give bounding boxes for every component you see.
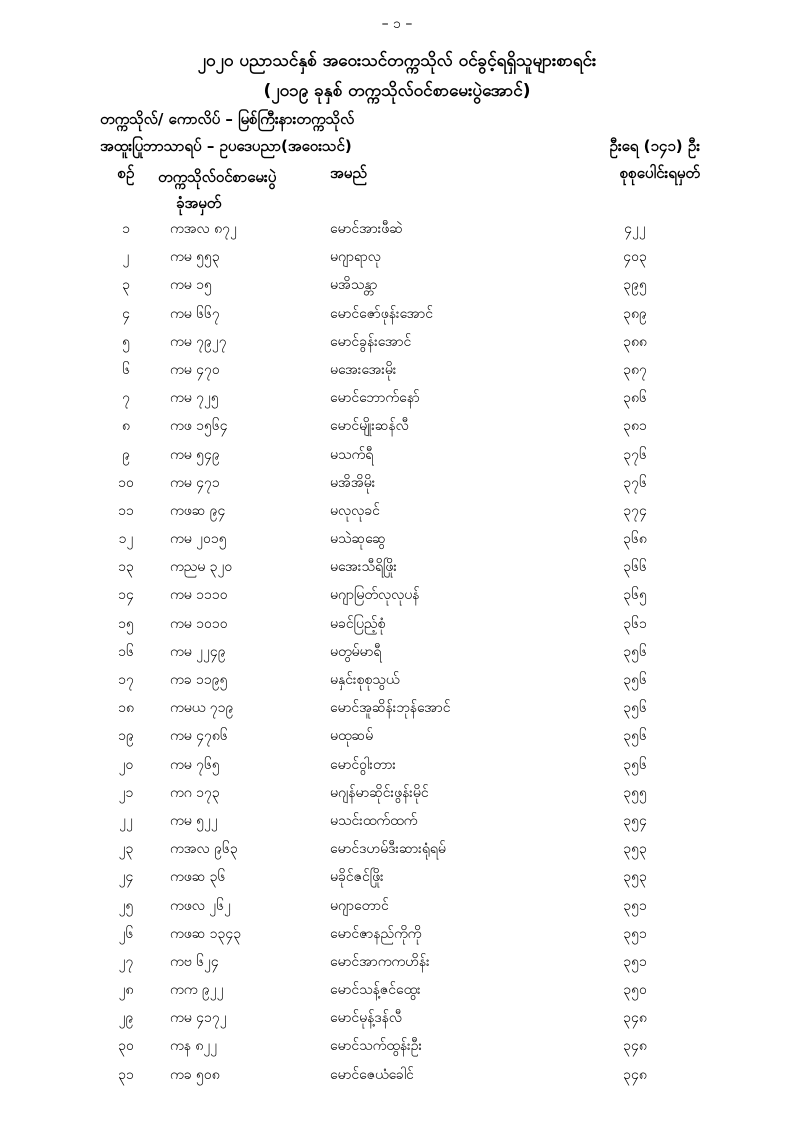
student-name: မလုလုခင် (330, 502, 380, 519)
student-name: မအိအိမိုး (330, 474, 376, 491)
row-number: ၂၀ (118, 756, 134, 773)
table-row (0, 384, 794, 412)
table-row (0, 1032, 794, 1060)
row-number: ၄ (122, 305, 130, 322)
student-name: မောင်မျိုးဆန်လီ (330, 418, 409, 435)
student-name: မောင်သန့်ဇင်ထွေး (330, 982, 421, 999)
total-marks: ၃၈၁ (623, 418, 647, 435)
total-marks: ၃၄၈ (623, 1066, 647, 1083)
row-number: ၂၂ (119, 812, 133, 829)
table-row (0, 751, 794, 779)
total-marks: ၃၅၃ (623, 841, 647, 858)
table-row (0, 553, 794, 581)
total-marks: ၃၅၆ (623, 643, 647, 660)
total-marks: ၃၅၁ (623, 897, 647, 914)
student-name: မခင်ပြည့်စုံ (330, 615, 386, 632)
table-row (0, 525, 794, 553)
total-marks: ၃၅၄ (623, 812, 647, 829)
roll-number: ကက ၉၂၂ (170, 982, 224, 999)
student-name: မသင်းထက်ထက် (330, 812, 418, 829)
roll-number: ကဖ ၁၅၆၄ (170, 418, 228, 435)
row-number: ၂၆ (118, 925, 134, 942)
roll-number: ကမ ၄၇၀ (170, 361, 220, 378)
table-row (0, 835, 794, 863)
row-number: ၁၀ (118, 474, 134, 491)
table-row (0, 469, 794, 497)
roll-number: ကမ ၄၇၁ (170, 474, 220, 491)
table-row (0, 271, 794, 299)
roll-number: ကမ ၅၅၃ (170, 249, 220, 266)
row-number: ၁၄ (118, 587, 134, 604)
roll-number: ကမ ၇၉၂၇ (170, 333, 227, 350)
row-number: ၁၁ (118, 502, 134, 519)
roll-number: ကဗ ၆၂၄ (170, 953, 219, 970)
column-header-name: အမည် (330, 164, 367, 182)
roll-number: ကမ ၅၄၉ (170, 446, 220, 463)
student-name: မအေးအေးမိုး (330, 361, 397, 378)
table-row (0, 610, 794, 638)
table-row (0, 807, 794, 835)
total-marks: ၃၄၈ (623, 1010, 647, 1027)
student-name: မောင်ဒဟမ်ဒီးဆားရုံရမ် (330, 841, 446, 858)
roll-number: ကအလ ၉၆၃ (170, 841, 238, 858)
row-number: ၁၂ (118, 531, 134, 548)
university-line: တက္ကသိုလ်/ ကောလိပ် – မြစ်ကြီးနားတက္ကသိုလ် (100, 110, 355, 128)
row-number: ၂ (122, 249, 130, 266)
row-number: ၂၇ (118, 953, 134, 970)
total-marks: ၃၅၆ (623, 700, 647, 717)
total-marks: ၃၅၅ (623, 784, 647, 801)
roll-number: ကဂ ၁၇၃ (170, 784, 220, 801)
roll-number: ကဖဆ ၁၃၄၃ (170, 925, 242, 942)
table-row (0, 412, 794, 440)
roll-number: ကန ၈၂၂ (170, 1038, 218, 1055)
seat-count: ဦးရေ (၁၄၁) ဦး (609, 137, 700, 155)
table-row (0, 892, 794, 920)
row-number: ၃၁ (118, 1066, 134, 1083)
total-marks: ၃၄၈ (623, 1038, 647, 1055)
roll-number: ကမ ၅၂၂ (170, 812, 218, 829)
table-row (0, 1061, 794, 1089)
total-marks: ၃၅၁ (623, 953, 647, 970)
roll-number: ကမ ၆၆၇ (170, 305, 220, 322)
student-name: မဂျာမြတ်လုလုပန် (330, 587, 420, 604)
student-name: မောင်အူဆိန်းဘုန်အောင် (330, 700, 451, 717)
student-name: မောင်သက်ထွန်းဦး (330, 1038, 423, 1055)
student-name: မအေးသီရိဖြိုး (330, 559, 397, 576)
roll-number: ကမ ၄၇၈၆ (170, 728, 228, 745)
student-name: မောင်မုန့်ဒန်လီ (330, 1010, 403, 1027)
row-number: ၁၇ (118, 672, 134, 688)
student-name: မောင်ဇာနည်ကိုကို (330, 925, 422, 942)
row-number: ၁၆ (118, 643, 134, 660)
row-number: ၂၉ (118, 1010, 134, 1027)
row-number: ၁၉ (118, 728, 134, 745)
student-name: မတွမ်မာရီ (330, 643, 382, 660)
row-number: ၆ (122, 361, 130, 378)
table-row (0, 243, 794, 271)
row-number: ၂၃ (118, 841, 134, 858)
total-marks: ၄၂၂ (624, 221, 646, 237)
total-marks: ၃၅၀ (623, 982, 647, 999)
roll-number: ကမ ၁၅ (170, 277, 212, 294)
table-row (0, 976, 794, 1004)
table-row (0, 920, 794, 948)
document-title: ၂၀၂၀ ပညာသင်နှစ် အဝေးသင်တက္ကသိုလ် ဝင်ခွင့်ရရှိသူများစာရင်း (197, 51, 597, 71)
row-number: ၁ (122, 221, 130, 237)
student-name: မခိုင်ဇင်ဖြိုး (330, 869, 384, 886)
student-name: မောင်ခွန်းအောင် (330, 333, 412, 350)
row-number: ၉ (122, 446, 130, 463)
table-row (0, 948, 794, 976)
total-marks: ၃၈၆ (623, 390, 647, 407)
roll-number: ကညမ ၃၂၀ (170, 559, 233, 576)
roll-number: ကမ ၂၀၁၅ (170, 531, 227, 548)
student-name: မဂျန်မာဆိုင်းဖွန်းမိုင် (330, 784, 429, 801)
document-subtitle: (၂၀၁၉ ခုနှစ် တက္ကသိုလ်ဝင်စာမေးပွဲအောင်) (263, 81, 531, 101)
total-marks: ၃၆၁ (623, 615, 647, 632)
total-marks: ၃၉၅ (623, 277, 647, 294)
table-row (0, 722, 794, 750)
student-name: မောင်ဇော်ဖုန်းအောင် (330, 305, 434, 322)
column-header-no: စဉ် (117, 164, 135, 182)
row-number: ၃ (122, 277, 130, 294)
roll-number: ကမ ၁၀၁၀ (170, 615, 228, 632)
total-marks: ၃၅၆ (623, 728, 647, 745)
roll-number: ကမ ၄၁၇၂ (170, 1010, 227, 1027)
total-marks: ၃၇၄ (623, 502, 647, 519)
table-row (0, 215, 794, 243)
table-row (0, 441, 794, 469)
row-number: ၁၅ (118, 615, 134, 632)
roll-number: ကခ ၅၀၈ (170, 1066, 220, 1083)
results-table (0, 215, 794, 1089)
major-line: အထူးပြုဘာသာရပ် – ဥပဒေပညာ(အဝေးသင်) (100, 137, 352, 155)
column-header-marks: စုစုပေါင်းရမှတ် (619, 164, 700, 182)
row-number: ၂၄ (118, 869, 134, 886)
roll-number: ကမယ ၇၁၉ (170, 700, 234, 717)
student-name: မောင်အာကကဟိန်း (330, 953, 430, 970)
total-marks: ၃၅၆ (623, 672, 647, 688)
table-row (0, 300, 794, 328)
total-marks: ၃၆၆ (623, 559, 647, 576)
total-marks: ၃၈၉ (623, 305, 647, 322)
total-marks: ၄၀၃ (623, 249, 647, 266)
column-header-roll-line2: ခုံအမှတ် (176, 194, 222, 212)
roll-number: ကခ ၁၁၉၅ (170, 672, 228, 688)
total-marks: ၃၆၈ (623, 531, 647, 548)
row-number: ၂၁ (118, 784, 134, 801)
row-number: ၃၀ (118, 1038, 134, 1055)
table-row (0, 638, 794, 666)
table-row (0, 328, 794, 356)
total-marks: ၃၇၆ (623, 446, 647, 463)
total-marks: ၃၅၁ (623, 925, 647, 942)
table-row (0, 581, 794, 609)
total-marks: ၃၈၇ (623, 361, 647, 378)
page-number: – ၁ – (381, 16, 413, 32)
roll-number: ကမ ၂၂၄၉ (170, 643, 226, 660)
table-row (0, 779, 794, 807)
student-name: မသက်ရီ (330, 446, 374, 463)
row-number: ၁၃ (118, 559, 134, 576)
table-row (0, 356, 794, 384)
total-marks: ၃၅၆ (623, 756, 647, 773)
row-number: ၇ (122, 390, 130, 407)
roll-number: ကမ ၇၂၅ (170, 390, 219, 407)
roll-number: ကမ ၇၆၅ (170, 756, 220, 773)
roll-number: ကအလ ၈၇၂ (170, 221, 237, 237)
student-name: မောင်ဘောက်နော် (330, 390, 420, 407)
row-number: ၂၈ (118, 982, 134, 999)
roll-number: ကဖဆ ၃၆ (170, 869, 226, 886)
column-header-roll (158, 164, 318, 216)
total-marks: ၃၅၃ (623, 869, 647, 886)
student-name: မောင်အားဖီဆဲ (330, 221, 403, 237)
student-name: မထုဆမ် (330, 728, 374, 745)
student-name: မောင်ဝွါးတား (330, 756, 396, 773)
student-name: မဂျာတောင် (330, 897, 389, 914)
table-row (0, 863, 794, 891)
student-name: မနှင်းစုစုသွယ် (330, 672, 400, 688)
table-row (0, 1004, 794, 1032)
total-marks: ၃၆၅ (623, 587, 647, 604)
student-name: မောင်ဇေယံခေါင် (330, 1066, 414, 1083)
student-name: မအိသန္တာ (330, 277, 378, 294)
row-number: ၈ (122, 418, 130, 435)
student-name: မဂျာရာလု (330, 249, 381, 266)
roll-number: ကဖဆ ၉၄ (170, 502, 226, 519)
roll-number: ကမ ၁၁၁၀ (170, 587, 228, 604)
roll-number: ကဖလ ၂၆၂ (170, 897, 231, 914)
table-row (0, 666, 794, 694)
table-row (0, 694, 794, 722)
row-number: ၁၈ (118, 700, 134, 717)
row-number: ၅ (122, 333, 130, 350)
table-row (0, 497, 794, 525)
total-marks: ၃၇၆ (623, 474, 647, 491)
total-marks: ၃၈၈ (623, 333, 647, 350)
row-number: ၂၅ (118, 897, 134, 914)
student-name: မသဲဆုဆွေ (330, 531, 386, 548)
column-header-roll-line1: တက္ကသိုလ်ဝင်စာမေးပွဲ (158, 168, 277, 186)
